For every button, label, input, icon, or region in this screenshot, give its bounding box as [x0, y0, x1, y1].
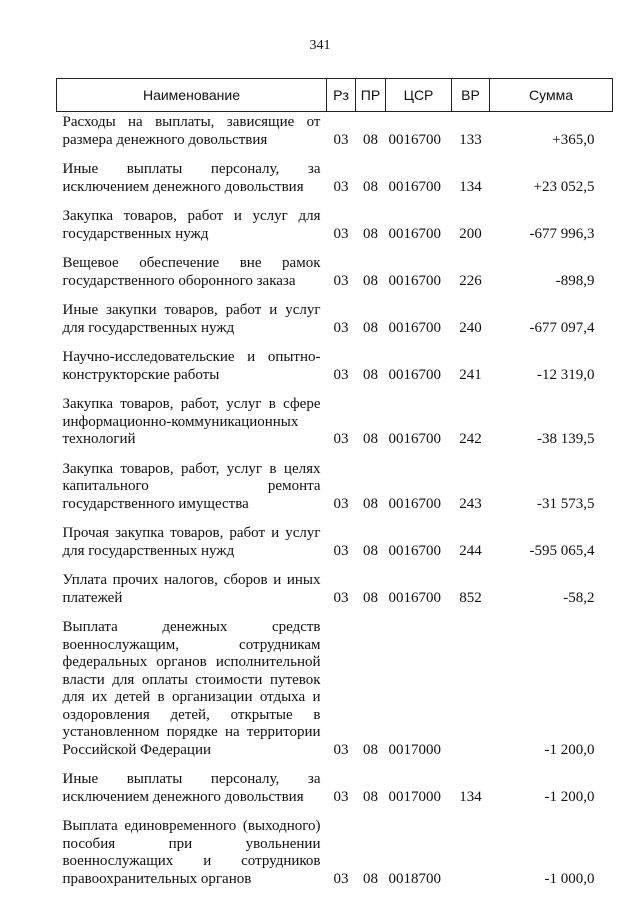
row-vr: 133 — [459, 131, 482, 148]
row-sum: +365,0 — [552, 131, 595, 148]
row-vr — [452, 607, 490, 759]
header-pr: ПР — [356, 79, 386, 112]
row-name: Уплата прочих налогов, сборов и иных платежей — [62, 572, 321, 606]
row-vr: 240 — [459, 319, 482, 336]
table-row — [57, 112, 613, 150]
page-number: 341 — [309, 38, 331, 53]
row-csr: 0016700 — [388, 225, 441, 242]
row-pr: 08 — [363, 589, 378, 606]
row-csr: 0016700 — [388, 366, 441, 383]
row-rz: 03 — [333, 542, 349, 559]
row-pr: 08 — [363, 542, 378, 559]
table-row — [57, 560, 613, 607]
row-vr: 134 — [459, 178, 482, 195]
row-csr: 0016700 — [388, 319, 441, 336]
row-vr — [452, 806, 490, 888]
row-csr: 0016700 — [388, 272, 441, 289]
row-pr: 08 — [363, 495, 378, 512]
row-rz: 03 — [333, 589, 349, 606]
row-pr: 08 — [363, 131, 378, 148]
row-csr: 0017000 — [388, 741, 441, 758]
row-csr: 0017000 — [388, 788, 441, 805]
row-csr: 0016700 — [388, 178, 441, 195]
row-name: Закупка товаров, работ и услуг для государственных нужд — [62, 208, 321, 242]
table-row — [57, 337, 613, 384]
row-sum: +23 052,5 — [533, 178, 595, 195]
row-csr: 0018700 — [388, 870, 441, 887]
header-csr: ЦСР — [386, 79, 452, 112]
row-sum: -1 200,0 — [544, 741, 595, 758]
row-name: Выплата денежных средств военнослужащим, сотрудникам федеральных органов исполнительной власти для оплаты стоимости путевок для их детей в организации отдыха и оздоровления детей, открытые в установленном порядке на территории Российской Федерации — [62, 619, 321, 758]
row-vr: 242 — [459, 431, 482, 447]
table-row — [57, 149, 613, 196]
header-name: Наименование — [57, 79, 327, 112]
row-sum: -1 200,0 — [544, 788, 595, 805]
row-pr: 08 — [363, 319, 378, 336]
row-rz: 03 — [333, 366, 349, 383]
row-name: Иные выплаты персоналу, за исключением денежного довольствия — [62, 771, 321, 805]
row-name: Расходы на выплаты, зависящие от размера денежного довольствия — [62, 114, 321, 148]
row-rz: 03 — [333, 788, 349, 805]
row-name: Иные выплаты персоналу, за исключением денежного довольствия — [62, 161, 321, 195]
row-vr: 200 — [459, 225, 482, 242]
row-pr: 08 — [363, 178, 378, 195]
row-rz: 03 — [333, 741, 349, 758]
row-vr: 852 — [459, 589, 482, 606]
row-csr: 0016700 — [388, 589, 441, 606]
row-pr: 08 — [363, 788, 378, 805]
row-sum: -898,9 — [555, 272, 595, 289]
row-name: Научно-исследовательские и опытно-конструкторские работы — [62, 349, 321, 383]
row-csr: 0016700 — [388, 131, 441, 148]
table-row — [57, 806, 613, 888]
row-rz: 03 — [333, 131, 349, 148]
row-rz: 03 — [333, 431, 349, 447]
row-name: Иные закупки товаров, работ и услуг для государственных нужд — [62, 302, 321, 336]
row-vr: 226 — [459, 272, 482, 289]
row-sum: -677 097,4 — [529, 319, 595, 336]
row-sum: -58,2 — [563, 589, 595, 606]
table-row — [57, 384, 613, 449]
row-name: Прочая закупка товаров, работ и услуг для государственных нужд — [62, 525, 321, 559]
row-vr: 244 — [459, 542, 482, 559]
row-pr: 08 — [363, 272, 378, 289]
table-row — [57, 759, 613, 806]
row-vr: 243 — [459, 495, 482, 512]
row-rz: 03 — [333, 272, 349, 289]
row-name: Закупка товаров, работ, услуг в сфере информационно-коммуникационных технологий — [62, 396, 321, 447]
row-name: Вещевое обеспечение вне рамок государственного оборонного заказа — [62, 255, 321, 289]
row-rz: 03 — [333, 319, 349, 336]
row-name: Выплата единовременного (выходного) пособия при увольнении военнослужащих и сотрудников правоохранительных органов — [62, 818, 321, 887]
row-csr: 0016700 — [388, 542, 441, 559]
row-rz: 03 — [333, 178, 349, 195]
row-rz: 03 — [333, 495, 349, 512]
row-rz: 03 — [333, 870, 349, 887]
row-csr: 0016700 — [388, 431, 441, 447]
header-vr: ВР — [452, 79, 490, 112]
budget-table — [56, 78, 613, 888]
table-row — [57, 290, 613, 337]
row-pr: 08 — [363, 225, 378, 242]
row-rz: 03 — [333, 225, 349, 242]
row-pr: 08 — [363, 870, 378, 887]
row-sum: -1 000,0 — [544, 870, 595, 887]
table-header-row — [57, 79, 613, 112]
row-pr: 08 — [363, 366, 378, 383]
row-sum: -677 996,3 — [529, 225, 595, 242]
row-sum: -38 139,5 — [537, 431, 595, 447]
header-sum: Сумма — [490, 79, 613, 112]
table-row — [57, 243, 613, 290]
row-name: Закупка товаров, работ, услуг в целях капитального ремонта государственного имущества — [62, 460, 321, 512]
row-sum: -12 319,0 — [537, 366, 595, 383]
table-row — [57, 607, 613, 759]
row-sum: -31 573,5 — [537, 495, 595, 512]
table-row — [57, 513, 613, 560]
table-row — [57, 449, 613, 514]
header-rz: Рз — [327, 79, 356, 112]
row-pr: 08 — [363, 431, 378, 447]
row-csr: 0016700 — [388, 495, 441, 512]
row-sum: -595 065,4 — [529, 542, 595, 559]
table-row — [57, 196, 613, 243]
row-pr: 08 — [363, 741, 378, 758]
row-vr: 134 — [459, 788, 482, 805]
row-vr: 241 — [459, 366, 482, 383]
